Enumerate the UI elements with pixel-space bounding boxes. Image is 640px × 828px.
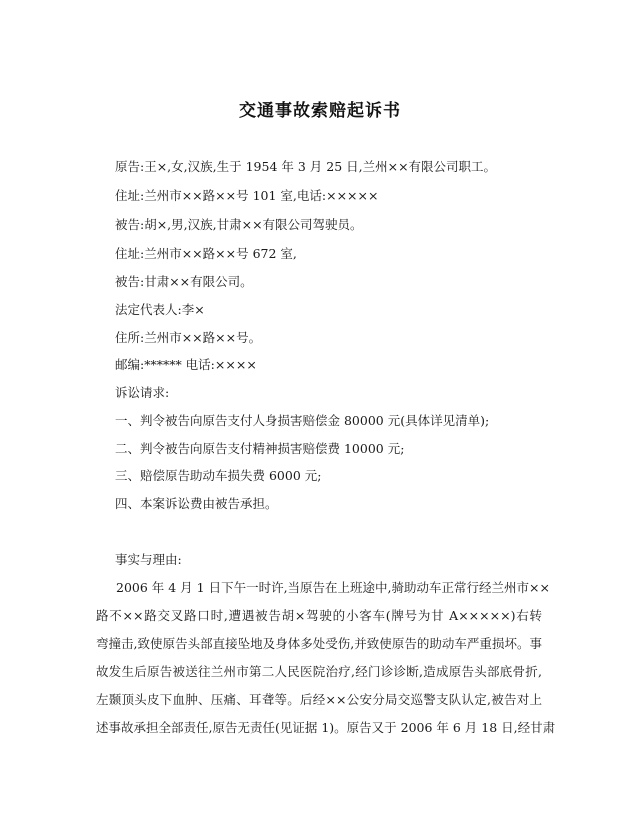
claim-item: 三、赔偿原告助动车损失费 6000 元;: [115, 468, 322, 483]
facts-line: 2006 年 4 月 1 日下午一时许,当原告在上班途中,骑助动车正常行经兰州市××: [116, 580, 550, 595]
claim-item: 二、判令被告向原告支付精神损害赔偿费 10000 元;: [115, 441, 405, 456]
facts-heading: 事实与理由:: [115, 552, 182, 567]
facts-line: 路不××路交叉路口时,遭遇被告胡×驾驶的小客车(牌号为甘 A×××××)右转: [96, 608, 542, 623]
plaintiff-address-line: 住址:兰州市××路××号 101 室,电话:×××××: [115, 188, 379, 203]
defendant-2-line: 被告:甘肃××有限公司。: [115, 274, 253, 289]
facts-line: 弯撞击,致使原告头部直接坠地及身体多处受伤,并致使原告的助动车严重损坏。事: [96, 636, 542, 651]
legal-representative-line: 法定代表人:李×: [115, 302, 205, 317]
document-title: 交通事故索赔起诉书: [239, 101, 401, 121]
claim-item: 一、判令被告向原告支付人身损害赔偿金 80000 元(具体详见清单);: [115, 413, 490, 428]
defendant-1-address-line: 住址:兰州市××路××号 672 室,: [115, 246, 297, 261]
domicile-line: 住所:兰州市××路××号。: [115, 330, 262, 345]
postcode-phone-line: 邮编:****** 电话:××××: [115, 357, 257, 372]
defendant-1-line: 被告:胡×,男,汉族,甘肃××有限公司驾驶员。: [115, 217, 363, 232]
facts-line: 故发生后原告被送往兰州市第二人民医院治疗,经门诊诊断,造成原告头部底骨折,: [96, 664, 542, 679]
claims-heading: 诉讼请求:: [115, 385, 170, 400]
plaintiff-line: 原告:王×,女,汉族,生于 1954 年 3 月 25 日,兰州××有限公司职工。: [115, 159, 497, 174]
facts-line: 左颞顶头皮下血肿、压痛、耳聋等。后经××公安分局交巡警支队认定,被告对上: [96, 692, 542, 707]
claim-item: 四、本案诉讼费由被告承担。: [115, 496, 278, 511]
facts-line: 述事故承担全部责任,原告无责任(见证据 1)。原告又于 2006 年 6 月 18 日,经甘肃: [96, 720, 556, 735]
